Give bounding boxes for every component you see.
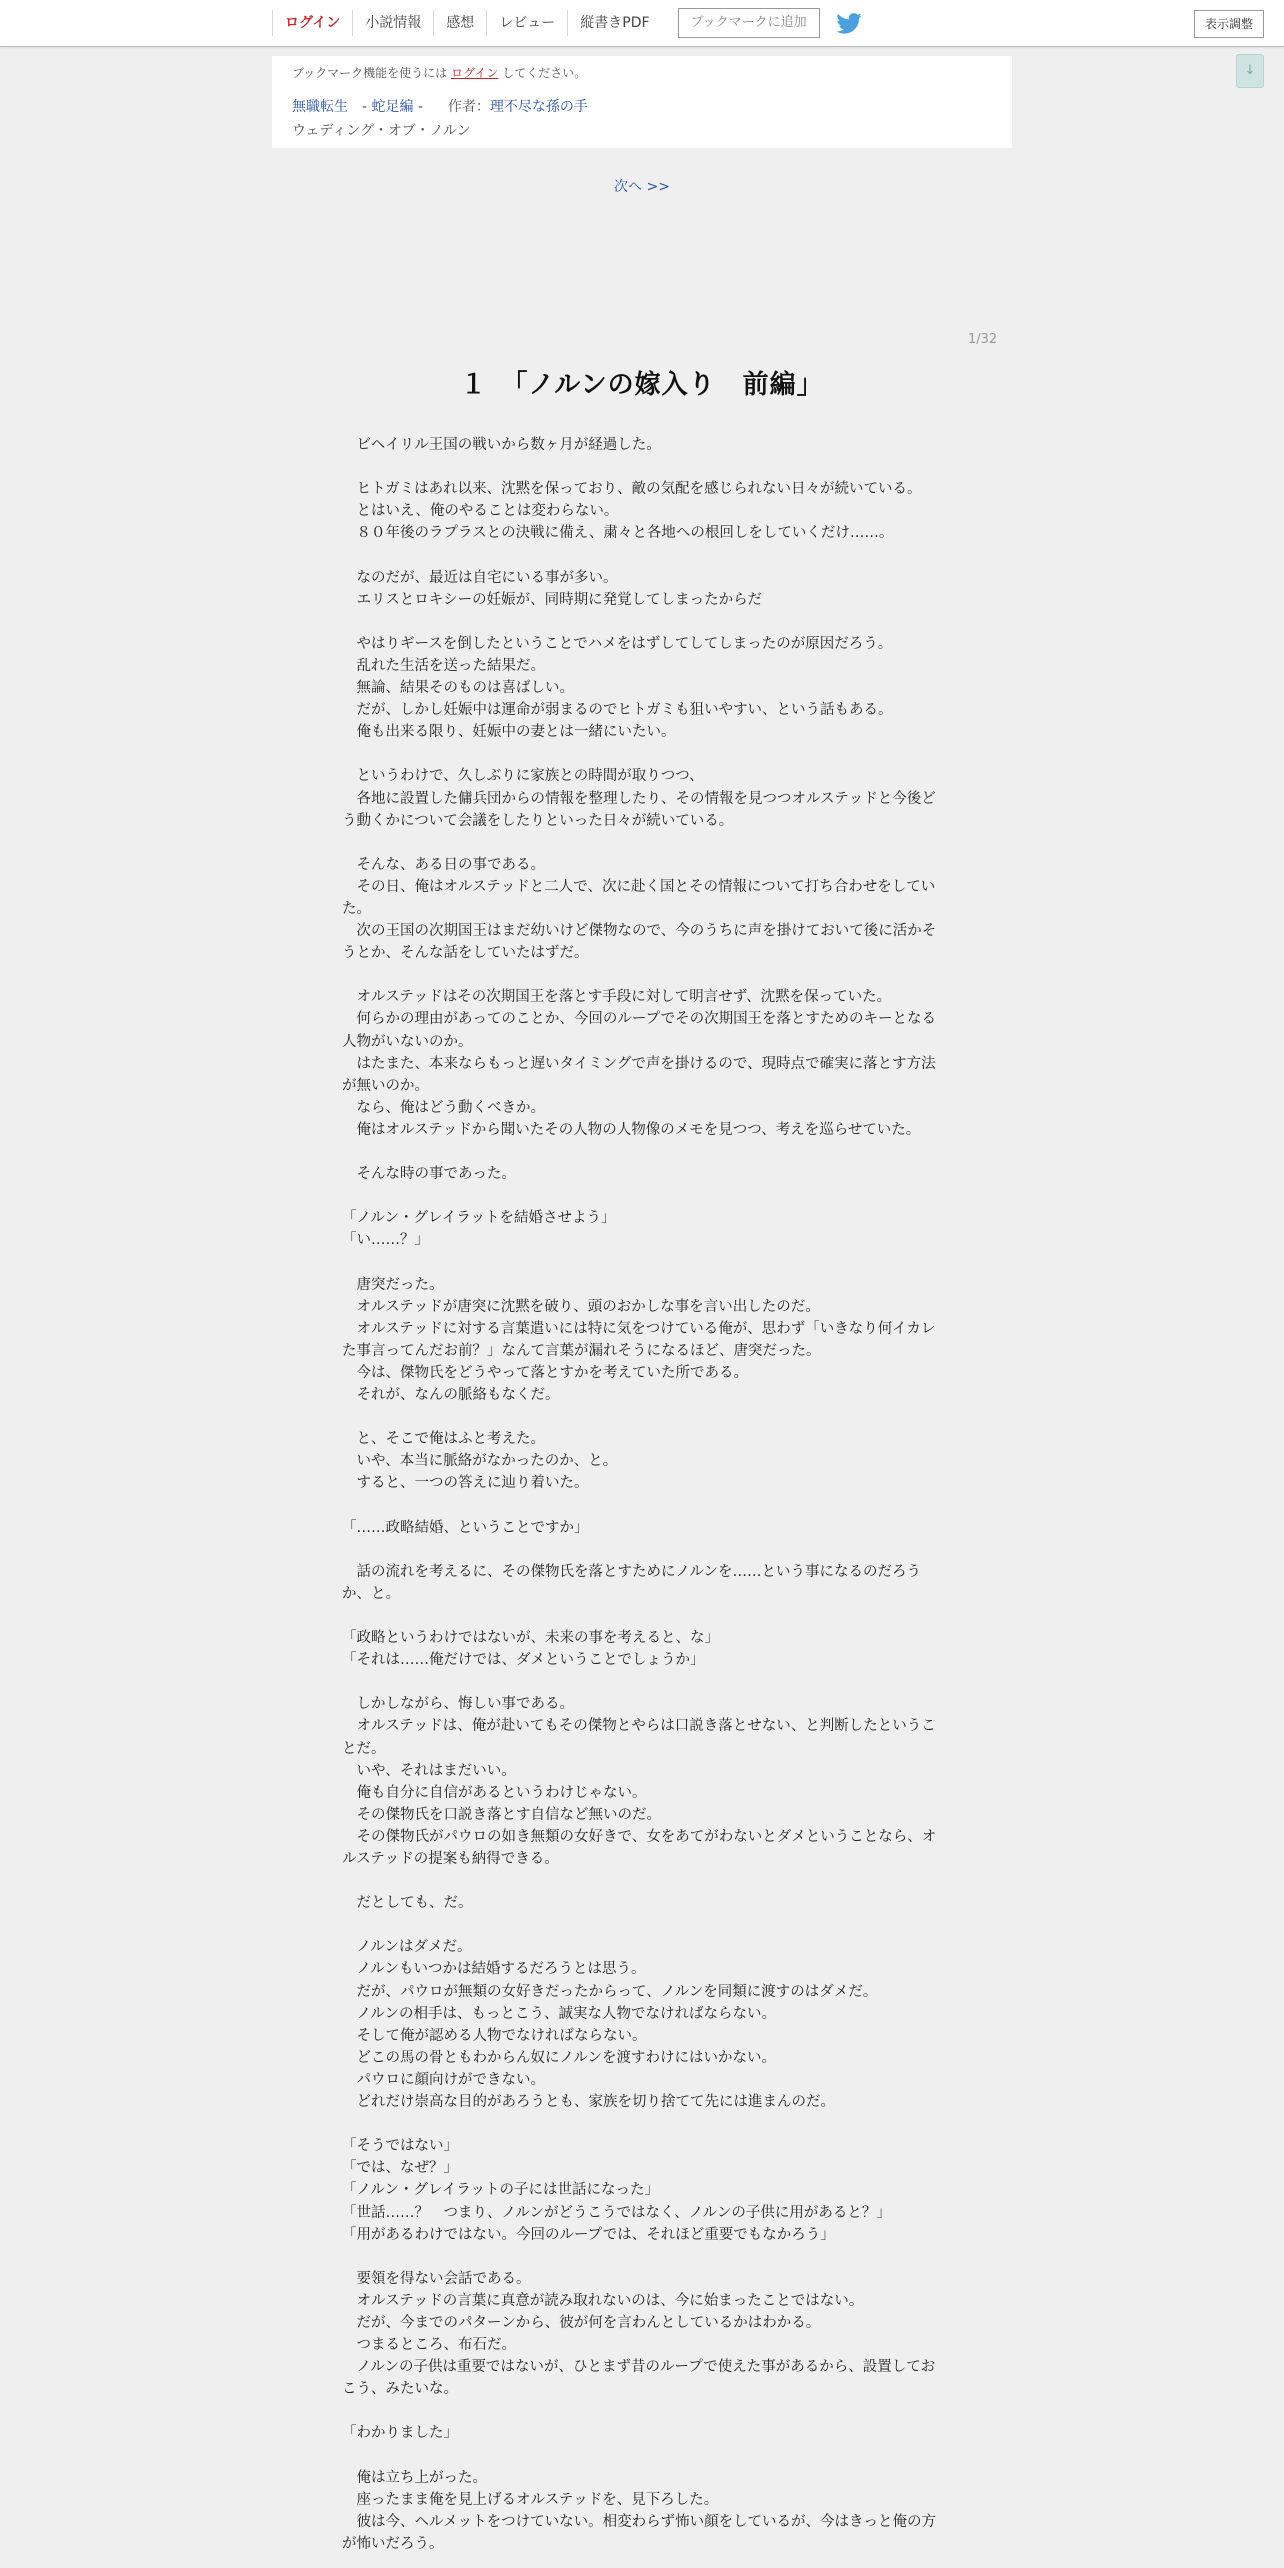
add-bookmark-button[interactable]: ブックマークに追加 (678, 8, 820, 38)
nav-login[interactable]: ログイン (272, 10, 352, 36)
bookmark-notice (292, 64, 586, 81)
novel-paragraph (342, 2113, 942, 2135)
novel-body (342, 434, 942, 2555)
novel-paragraph: だとしても、だ。 (342, 1895, 473, 1912)
page-counter: 1/32 (968, 332, 998, 347)
novel-paragraph: 俺は立ち上がった。 (342, 2469, 487, 2486)
novel-paragraph: オルステッドは、俺が赴いてもその傑物とやらは口説き落とせない、と判断したということだ。 (342, 1718, 936, 1757)
novel-paragraph: 俺も出来る限り、妊娠中の妻とは一緒にいたい。 (342, 724, 676, 741)
novel-paragraph: と、そこで俺はふと考えた。 (342, 1431, 545, 1448)
novel-paragraph: なら、俺はどう動くべきか。 (342, 1099, 545, 1116)
novel-paragraph: 話の流れを考えるに、その傑物氏を落とすためにノルンを……という事になるのだろうか、と。 (342, 1563, 922, 1602)
novel-paragraph: 俺も自分に自信があるというわけじゃない。 (342, 1784, 647, 1801)
novel-paragraph: いや、それはまだいい。 (342, 1762, 516, 1779)
novel-paragraph: その傑物氏がパウロの如き無類の女好きで、女をあてがわないとダメということなら、オルステッドの提案も納得できる。 (342, 1828, 937, 1867)
novel-paragraph (342, 456, 942, 478)
novel-paragraph: ノルンの相手は、もっとこう、誠実な人物でなければならない。 (342, 2005, 777, 2022)
series-title-link[interactable]: 無職転生 - 蛇足編 - (292, 99, 424, 115)
novel-paragraph (342, 1539, 942, 1561)
novel-paragraph (342, 544, 942, 566)
novel-paragraph: ビヘイリル王国の戦いから数ヶ月が経過した。 (342, 437, 661, 453)
novel-paragraph (342, 2400, 942, 2422)
novel-paragraph: オルステッドが唐突に沈黙を破り、頭のおかしな事を言い出したのだ。 (342, 1298, 820, 1315)
novel-paragraph: 俺はオルステッドから聞いたその人物の人物像のメモを見つつ、考えを巡らせていた。 (342, 1121, 921, 1138)
nav-vertical-pdf[interactable]: 縦書きPDF (567, 10, 661, 36)
novel-paragraph: 「では、なぜ？」 (342, 2160, 458, 2177)
novel-paragraph: オルステッドに対する言葉遣いには特に気をつけている俺が、思わず「いきなり何イカレた事言ってんだお前？」なんて言葉が漏れそうになるほど、唐突だった。 (342, 1320, 936, 1359)
novel-paragraph: 無論、結果そのものは喜ばしい。 (342, 680, 574, 697)
nav-novel-info[interactable]: 小説情報 (352, 10, 433, 36)
novel-paragraph: ノルンの子供は重要ではないが、ひとまず昔のループで使えた事があるから、設置しておこう、みたいな。 (342, 2359, 936, 2398)
novel-paragraph: やはりギースを倒したということでハメをはずしてしてしまったのが原因だろう。 (342, 635, 893, 652)
novel-info-box (272, 56, 1012, 148)
novel-paragraph: エリスとロキシーの妊娠が、同時期に発覚してしまったからだ (342, 591, 763, 608)
novel-paragraph (342, 1605, 942, 1627)
scroll-down-button[interactable]: ↓ (1236, 54, 1264, 88)
novel-paragraph: 「用があるわけではない。今回のループでは、それほど重要でもなかろう」 (342, 2226, 835, 2243)
novel-paragraph: しかしながら、悔しい事である。 (342, 1696, 574, 1713)
novel-paragraph: 「ノルン・グレイラットの子には世話になった」 (342, 2182, 660, 2199)
novel-paragraph: 彼は今、ヘルメットをつけていない。相変わらず怖い顔をしているが、今はきっと俺の方が怖いだろう。 (342, 2513, 937, 2552)
bookmark-notice-suffix: してください。 (498, 66, 587, 80)
next-page-link[interactable]: 次へ >> (614, 179, 670, 195)
display-settings-button[interactable]: 表示調整 (1194, 10, 1264, 38)
novel-paragraph (342, 1870, 942, 1892)
novel-paragraph: ８０年後のラプラスとの決戦に備え、粛々と各地への根回しをしていくだけ……。 (342, 525, 894, 542)
novel-paragraph: その傑物氏を口説き落とす自信など無いのだ。 (342, 1806, 661, 1823)
novel-paragraph: というわけで、久しぶりに家族との時間が取りつつ、 (342, 768, 704, 785)
novel-paragraph: その日、俺はオルステッドと二人で、次に赴く国とその情報について打ち合わせをしていた。 (342, 878, 936, 917)
novel-paragraph: パウロに顔向けができない。 (342, 2071, 545, 2088)
novel-paragraph: 乱れた生活を送った結果だ。 (342, 657, 545, 674)
novel-paragraph: だが、しかし妊娠中は運命が弱まるのでヒトガミも狙いやすい、という話もある。 (342, 702, 893, 719)
novel-paragraph (342, 1406, 942, 1428)
novel-paragraph: 「そうではない」 (342, 2138, 458, 2155)
novel-paragraph (342, 2246, 942, 2268)
chapter-group-title: ウェディング・オブ・ノルン (292, 123, 471, 139)
twitter-bird-icon (836, 13, 862, 34)
novel-paragraph: そんな時の事であった。 (342, 1166, 516, 1183)
nav-review[interactable]: レビュー (486, 10, 567, 36)
novel-paragraph: 「……政略結婚、ということですか」 (342, 1519, 589, 1536)
novel-paragraph: 「ノルン・グレイラットを結婚させよう」 (342, 1210, 616, 1227)
bookmark-notice-prefix: ブックマーク機能を使うには (292, 66, 451, 80)
author-label: 作者： (447, 99, 490, 115)
top-navigation-bar (0, 0, 1284, 47)
novel-paragraph (342, 1185, 942, 1207)
novel-paragraph: だが、パウロが無類の女好きだったからって、ノルンを同類に渡すのはダメだ。 (342, 1983, 878, 2000)
novel-paragraph: ヒトガミはあれ以来、沈黙を保っており、敵の気配を感じられない日々が続いている。 (342, 481, 922, 498)
chapter-title: １ 「ノルンの嫁入り 前編」 (460, 370, 824, 400)
bookmark-login-link[interactable]: ログイン (450, 66, 499, 80)
novel-paragraph: どこの馬の骨ともわからん奴にノルンを渡すわけにはいかない。 (342, 2049, 777, 2066)
novel-paragraph: とはいえ、俺のやることは変わらない。 (342, 503, 619, 520)
novel-paragraph: なのだが、最近は自宅にいる事が多い。 (342, 569, 618, 586)
novel-paragraph: オルステッドの言葉に真意が読み取れないのは、今に始まったことではない。 (342, 2292, 864, 2309)
novel-paragraph: すると、一つの答えに辿り着いた。 (342, 1475, 589, 1492)
author-link[interactable]: 理不尽な孫の手 (489, 99, 588, 115)
novel-paragraph: ノルンもいつかは結婚するだろうとは思う。 (342, 1961, 646, 1978)
novel-paragraph: 何らかの理由があってのことか、今回のループでその次期国王を落とすためのキーとなる人物がいないのか。 (342, 1011, 937, 1050)
novel-paragraph: だが、今までのパターンから、彼が何を言わんとしているかはわかる。 (342, 2314, 821, 2331)
novel-paragraph: 「政略というわけではないが、未来の事を考えると、な」 (342, 1630, 719, 1647)
novel-paragraph (342, 964, 942, 986)
novel-paragraph: 今は、傑物氏をどうやって落とすかを考えていた所である。 (342, 1364, 748, 1381)
novel-paragraph: 要領を得ない会話である。 (342, 2270, 531, 2287)
novel-paragraph (342, 743, 942, 765)
novel-paragraph: 「い……？」 (342, 1232, 429, 1249)
novel-paragraph (342, 1251, 942, 1273)
novel-paragraph: それが、なんの脈絡もなくだ。 (342, 1387, 560, 1404)
novel-paragraph: 唐突だった。 (342, 1276, 444, 1293)
novel-paragraph (342, 1495, 942, 1517)
series-line (292, 96, 588, 116)
twitter-icon[interactable] (836, 12, 862, 34)
novel-paragraph: 「わかりました」 (342, 2425, 458, 2442)
main-nav (272, 0, 862, 46)
novel-paragraph: 「それは……俺だけでは、ダメということでしょうか」 (342, 1652, 705, 1669)
novel-paragraph (342, 2445, 942, 2467)
novel-paragraph: そして俺が認める人物でなければならない。 (342, 2027, 647, 2044)
novel-paragraph: 次の王国の次期国王はまだ幼いけど傑物なので、今のうちに声を掛けておいて後に活かそうとか、そんな話をしていたはずだ。 (342, 923, 937, 962)
nav-impressions[interactable]: 感想 (433, 10, 486, 36)
novel-paragraph (342, 1671, 942, 1693)
novel-paragraph: 「世話……？ つまり、ノルンがどうこうではなく、ノルンの子供に用があると？」 (342, 2204, 891, 2221)
novel-paragraph: 座ったまま俺を見上げるオルステッドを、見下ろした。 (342, 2491, 719, 2508)
novel-paragraph: ノルンはダメだ。 (342, 1939, 472, 1956)
novel-paragraph: そんな、ある日の事である。 (342, 856, 545, 873)
novel-paragraph (342, 1914, 942, 1936)
novel-paragraph (342, 1141, 942, 1163)
novel-paragraph: どれだけ崇高な目的があろうとも、家族を切り捨てて先には進まんのだ。 (342, 2094, 835, 2111)
novel-paragraph: オルステッドはその次期国王を落とす手段に対して明言せず、沈黙を保っていた。 (342, 989, 892, 1006)
novel-paragraph: 各地に設置した傭兵団からの情報を整理したり、その情報を見つつオルステッドと今後どう動くかについて会議をしたりといった日々が続いている。 (342, 790, 936, 829)
novel-paragraph: いや、本当に脈絡がなかったのか、と。 (342, 1453, 618, 1470)
novel-paragraph: つまるところ、布石だ。 (342, 2337, 516, 2354)
novel-paragraph (342, 611, 942, 633)
novel-paragraph: はたまた、本来ならもっと遅いタイミングで声を掛けるので、現時点で確実に落とす方法が無いのか。 (342, 1055, 936, 1094)
novel-paragraph (342, 832, 942, 854)
